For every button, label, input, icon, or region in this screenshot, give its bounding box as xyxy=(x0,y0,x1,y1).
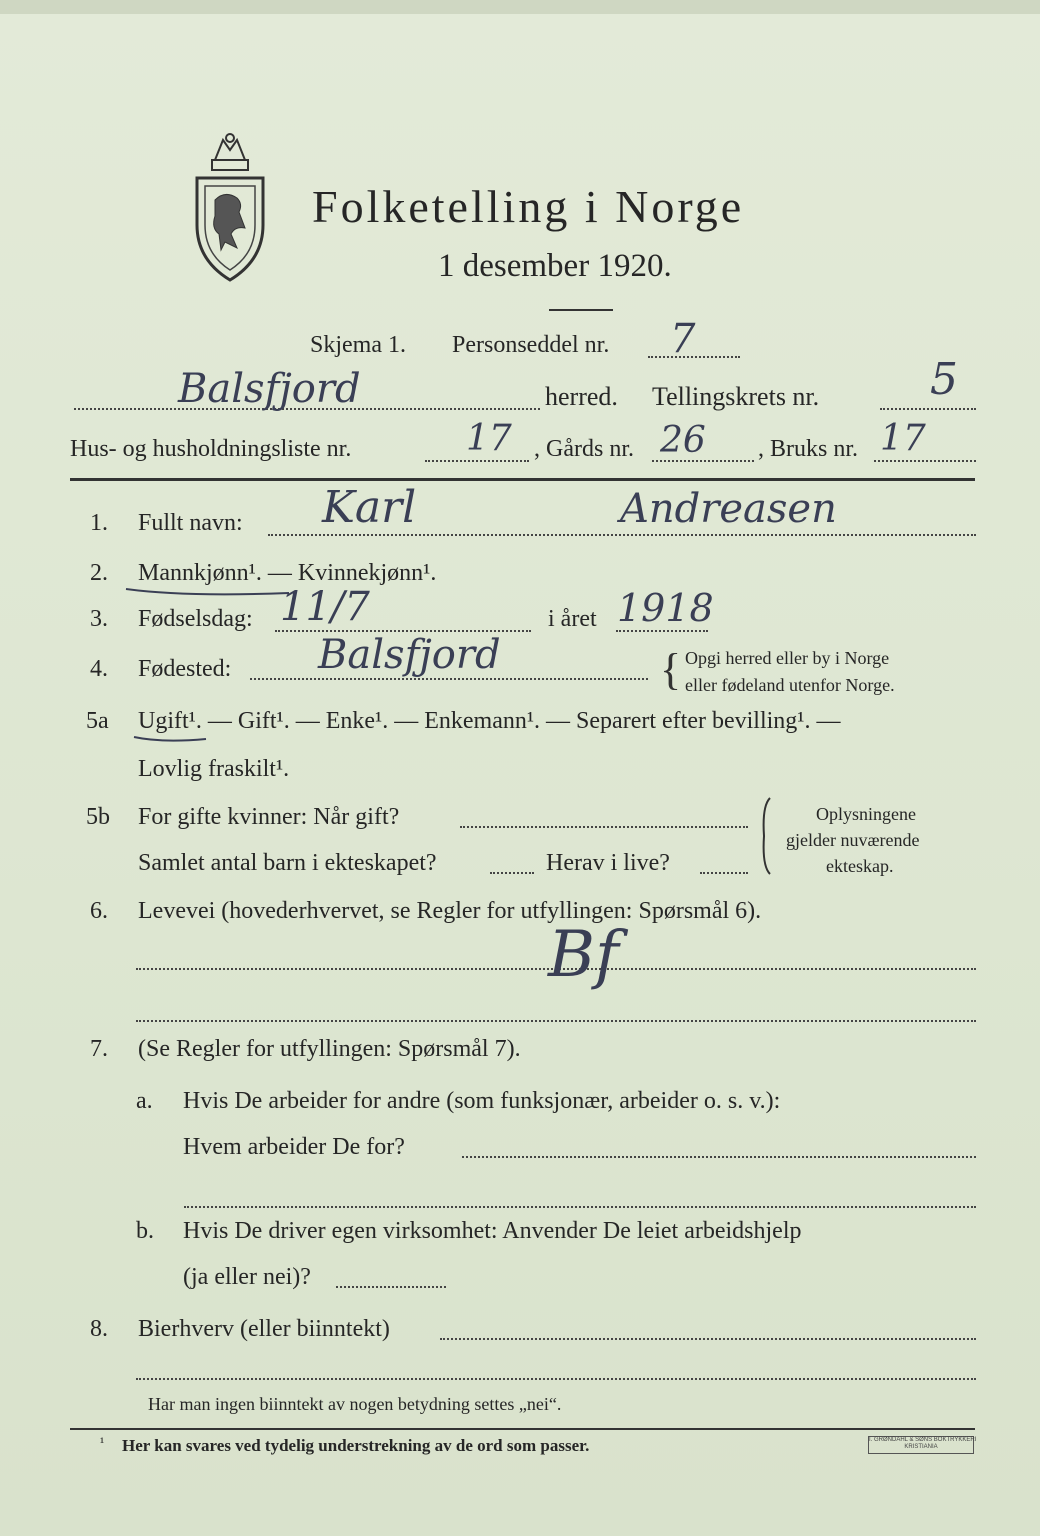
q8-number: 8. xyxy=(90,1316,108,1342)
q2-label: Mannkjønn¹. — Kvinnekjønn¹. xyxy=(138,560,437,586)
q4-note-line1: Opgi herred eller by i Norge xyxy=(685,648,890,668)
q4-brace: { xyxy=(660,645,682,694)
q7b-line1: Hvis De driver egen virksomhet: Anvender De leiet arbeidshjelp xyxy=(183,1218,802,1244)
coat-of-arms-icon xyxy=(185,130,275,285)
census-date: 1 desember 1920. xyxy=(438,248,672,284)
printer-stamp xyxy=(868,1436,977,1454)
q6-label: Levevei (hovederhvervet, se Regler for utfyllingen: Spørsmål 6). xyxy=(138,898,762,924)
q3-day-value: 11/7 xyxy=(280,584,370,630)
footer-divider xyxy=(70,1428,975,1430)
header-divider xyxy=(70,478,975,481)
q8-line xyxy=(440,1338,976,1340)
q3-year-label: i året xyxy=(548,606,597,632)
q5b-line1: For gifte kvinner: Når gift? xyxy=(138,804,400,830)
q5a-number: 5a xyxy=(86,708,109,734)
q1-label: Fullt navn: xyxy=(138,510,243,536)
household-list-label: Hus- og husholdningsliste nr. xyxy=(70,436,352,462)
q1-number: 1. xyxy=(90,510,108,536)
q4-line xyxy=(250,678,648,680)
q3-number: 3. xyxy=(90,606,108,632)
gards-label: , Gårds nr. xyxy=(534,436,634,462)
q2-number: 2. xyxy=(90,560,108,586)
q7b-letter: b. xyxy=(136,1218,154,1244)
q1-last-name: Andreasen xyxy=(620,486,837,532)
q5b-bracket xyxy=(760,796,774,876)
footnote-text: Her kan svares ved tydelig understrekning av de ord som passer. xyxy=(122,1436,590,1455)
q6-value: Bf xyxy=(548,918,619,992)
q5b-note-line3: ekteskap. xyxy=(826,856,894,876)
q5b-note-line1: Oplysningene xyxy=(816,804,916,824)
q5a-underline-mark xyxy=(132,733,212,747)
q6-line2 xyxy=(136,1020,976,1022)
bruks-label: , Bruks nr. xyxy=(758,436,859,462)
q8-extra-line xyxy=(136,1378,976,1380)
footnote-mark: ¹ xyxy=(100,1436,105,1451)
personseddel-value: 7 xyxy=(670,316,696,362)
printer-stamp-line2: KRISTIANIA xyxy=(904,1444,938,1450)
q5b-children-line xyxy=(490,872,534,874)
tellingskrets-value: 5 xyxy=(930,354,958,405)
q1-line xyxy=(268,534,976,536)
tellingskrets-label: Tellingskrets nr. xyxy=(652,382,820,411)
q7a-line xyxy=(462,1156,976,1158)
q5b-alive-line xyxy=(700,872,748,874)
q8-label: Bierhverv (eller biinntekt) xyxy=(138,1316,390,1342)
q5a-line2: Lovlig fraskilt¹. xyxy=(138,756,290,782)
household-list-value: 17 xyxy=(466,418,512,459)
q4-note-line2: eller fødeland utenfor Norge. xyxy=(685,675,895,695)
q5b-note-line2: gjelder nuværende xyxy=(786,830,920,850)
q5b-line2b: Herav i live? xyxy=(546,850,670,876)
q3-year-value: 1918 xyxy=(617,586,714,630)
printer-stamp-line1: I. GRØNDAHL & SØNS BOKTRYKKERI xyxy=(869,1437,977,1443)
q4-number: 4. xyxy=(90,656,108,682)
q5b-married-line xyxy=(460,826,748,828)
q5a-line1: Ugift¹. — Gift¹. — Enke¹. — Enkemann¹. — Separert efter bevilling¹. — xyxy=(138,708,841,734)
q2-underline-mark xyxy=(124,585,294,601)
q7-number: 7. xyxy=(90,1036,108,1062)
title-divider xyxy=(549,309,613,311)
q7a-extra-line xyxy=(184,1206,976,1208)
herred-label: herred. xyxy=(545,382,618,411)
schema-label: Skjema 1. xyxy=(310,332,406,358)
personseddel-label: Personseddel nr. xyxy=(452,332,610,358)
q5b-number: 5b xyxy=(86,804,110,830)
q5b-line2: Samlet antal barn i ekteskapet? xyxy=(138,850,437,876)
q4-value: Balsfjord xyxy=(318,632,501,678)
footer-note: Har man ingen biinntekt av nogen betydning settes „nei“. xyxy=(148,1394,562,1414)
q3-year-line xyxy=(616,630,708,632)
bruks-value: 17 xyxy=(880,418,926,459)
q7a-letter: a. xyxy=(136,1088,153,1114)
form-title: Folketelling i Norge xyxy=(312,181,745,232)
q1-first-name: Karl xyxy=(322,482,417,533)
q4-label: Fødested: xyxy=(138,656,232,682)
q7-label: (Se Regler for utfyllingen: Spørsmål 7). xyxy=(138,1036,521,1062)
paper-edge xyxy=(0,0,1040,14)
herred-value: Balsfjord xyxy=(178,366,361,412)
q3-label: Fødselsdag: xyxy=(138,606,253,632)
tellingskrets-line xyxy=(880,408,976,410)
q7a-line2: Hvem arbeider De for? xyxy=(183,1134,405,1160)
gards-value: 26 xyxy=(660,420,706,461)
q7b-line xyxy=(336,1286,446,1288)
q6-number: 6. xyxy=(90,898,108,924)
household-list-line xyxy=(425,460,529,462)
q7a-line1: Hvis De arbeider for andre (som funksjonær, arbeider o. s. v.): xyxy=(183,1088,781,1114)
bruks-line xyxy=(874,460,976,462)
q7b-line2: (ja eller nei)? xyxy=(183,1264,311,1290)
